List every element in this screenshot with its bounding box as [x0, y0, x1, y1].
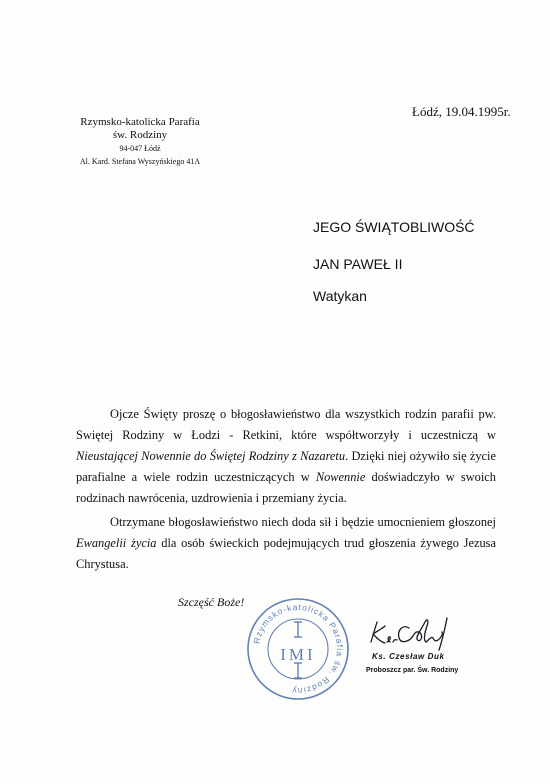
gospel-of-life-phrase: Ewangelii życia [76, 536, 157, 550]
body-paragraph-1 [76, 404, 496, 509]
paragraph-2-text-c: dla osób świeckich podejmujących trud głoszenia żywego Jezusa Chrystusa. [76, 536, 497, 571]
svg-text:IMI: IMI [280, 645, 316, 664]
letter-date: Łódź, 19.04.1995r. [412, 104, 511, 119]
novena-title: Nieustającej Nowennie do Świętej Rodziny z Nazaretu [76, 449, 346, 463]
novena-word: Nowennie [315, 470, 366, 484]
body-paragraph-2 [76, 512, 496, 575]
sender-address-block [50, 116, 230, 168]
recipient-place: Watykan [313, 288, 367, 304]
svg-text:Rzymsko-katolicka Parafia św.: Rzymsko-katolicka Parafia św. Rodziny [251, 601, 346, 697]
parish-stamp [245, 596, 351, 707]
sender-parish-dedication: św. Rodziny [112, 129, 168, 141]
recipient-name: JAN PAWEŁ II [313, 256, 403, 272]
sender-street: Al. Kard. Stefana Wyszyńskiego 41A [79, 157, 201, 166]
parish-stamp-seal [245, 596, 351, 702]
signatory-title: Proboszcz par. Św. Rodziny [366, 667, 459, 674]
paragraph-2-text-a: Otrzymane błogosławieństwo niech doda sił i będzie umocnieniem głoszonej [110, 515, 496, 529]
paragraph-1-text-c: . Dzięki niej ożywiło się życie parafialne a wiele rodzin uczestniczących w [76, 449, 496, 484]
signatory-name: Ks. Czesław Duk [372, 652, 445, 661]
signature-scribble [363, 612, 473, 654]
paragraph-1-text-e: doświadczyło w swoich rodzinach nawrócenia, uzdrowienia i przemiany życia. [76, 470, 496, 505]
sender-parish-name: Rzymsko-katolicka Parafia [80, 116, 200, 128]
closing-greeting: Szczęść Boże! [178, 595, 245, 609]
paragraph-1-text-a: Ojcze Święty proszę o błogosławieństwo dla wszystkich rodzin parafii pw. Swiętej Rodziny w Łodzi - Retkini, które współtworzyły i uczestniczą w [76, 407, 496, 442]
sender-postal-code: 94-047 Łódź [119, 144, 161, 153]
letter-body [76, 404, 496, 575]
recipient-title: JEGO ŚWIĄTOBLIWOŚĆ [313, 219, 475, 235]
